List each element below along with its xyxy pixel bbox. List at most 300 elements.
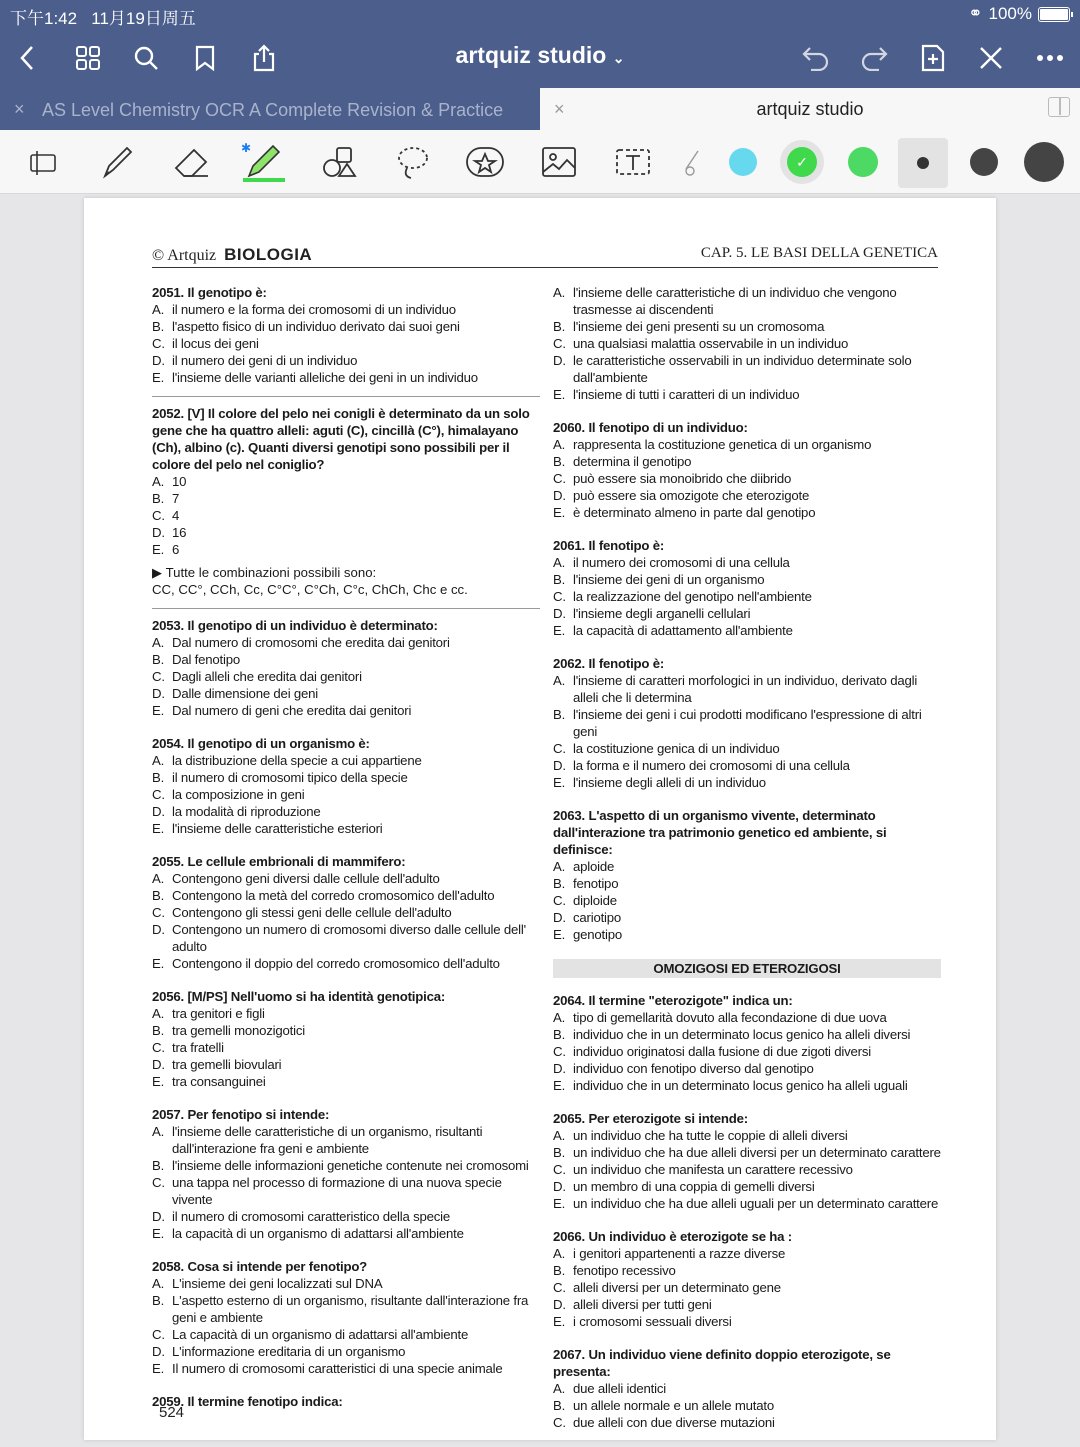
option-text: l'insieme dei geni i cui prodotti modificano l'espressione di altri geni <box>573 707 922 739</box>
answer-option <box>553 318 941 335</box>
nav-bar <box>0 28 1080 88</box>
answer-option <box>152 335 540 352</box>
option-letter: B. <box>553 1398 566 1413</box>
drawing-toolbar <box>0 130 1080 194</box>
question-block <box>553 1110 941 1212</box>
image-icon[interactable] <box>534 138 584 186</box>
option-letter: D. <box>553 1297 566 1312</box>
option-text: due alleli con due diverse mutazioni <box>573 1415 775 1430</box>
option-letter: D. <box>553 1061 566 1076</box>
answer-option <box>553 926 941 943</box>
split-view-icon[interactable] <box>1048 97 1070 117</box>
answer-option <box>152 803 540 820</box>
option-letter: C. <box>553 1415 566 1430</box>
option-letter: A. <box>553 1381 566 1396</box>
shapes-icon[interactable] <box>314 138 364 186</box>
option-text: Contengono un numero di cromosomi diverso dalle cellule dell' adulto <box>172 922 526 954</box>
pen-cross-icon[interactable] <box>971 38 1011 78</box>
answer-option <box>152 301 540 318</box>
option-text: può essere sia monoibrido che diibrido <box>573 471 792 486</box>
option-text: la capacità di un organismo di adattarsi all'ambiente <box>172 1226 464 1241</box>
question-block <box>553 284 941 403</box>
chevron-down-icon[interactable]: ⌄ <box>612 50 625 66</box>
header-right: CAP. 5. LE BASI DELLA GENETICA <box>700 245 938 261</box>
question-text: 2061. Il fenotipo è: <box>553 538 665 553</box>
option-letter: B. <box>553 454 566 469</box>
option-letter: A. <box>553 1246 566 1261</box>
answer-option <box>152 1123 540 1157</box>
section-heading: OMOZIGOSI ED ETEROZIGOSI <box>553 959 941 978</box>
option-text: un membro di una coppia di gemelli diversi <box>573 1179 815 1194</box>
answer-option <box>553 858 941 875</box>
question-text: 2053. Il genotipo di un individuo è determinato: <box>152 618 438 633</box>
answer-option <box>152 1174 540 1208</box>
answer-option <box>152 1157 540 1174</box>
answer-option <box>152 369 540 386</box>
answer-option <box>152 870 540 887</box>
size-selected[interactable] <box>898 138 948 188</box>
option-letter: D. <box>152 1209 165 1224</box>
answer-option <box>553 453 941 470</box>
answer-option <box>553 335 941 352</box>
option-letter: A. <box>553 1128 566 1143</box>
question-text: 2051. Il genotipo è: <box>152 285 267 300</box>
tab-bar <box>0 88 1080 130</box>
option-letter: A. <box>553 673 566 688</box>
option-letter: B. <box>553 1027 566 1042</box>
option-text: L'insieme dei geni localizzati sul DNA <box>172 1276 383 1291</box>
option-text: può essere sia omozigote che eterozigote <box>573 488 810 503</box>
option-text: tra fratelli <box>172 1040 224 1055</box>
answer-option <box>553 1397 941 1414</box>
pen-icon[interactable] <box>92 138 142 186</box>
check-icon: ✓ <box>787 147 817 177</box>
option-text: tra consanguinei <box>172 1074 266 1089</box>
option-letter: E. <box>152 370 165 385</box>
option-letter: E. <box>553 927 566 942</box>
answer-option <box>553 386 941 403</box>
answer-option <box>152 702 540 719</box>
answer-option <box>553 1060 941 1077</box>
option-letter: D. <box>152 686 165 701</box>
question-block <box>152 1258 540 1377</box>
option-text: il numero dei cromosomi di una cellula <box>573 555 790 570</box>
option-text: l'insieme degli arganelli cellulari <box>573 606 751 621</box>
option-letter: E. <box>152 1226 165 1241</box>
option-text: diploide <box>573 893 617 908</box>
option-text: un individuo che ha due alleli diversi per un determinato carattere <box>573 1145 941 1160</box>
option-text: tra gemelli biovulari <box>172 1057 282 1072</box>
option-letter: B. <box>553 1263 566 1278</box>
question-block <box>152 735 540 837</box>
separator-line <box>152 396 540 397</box>
option-text: 4 <box>172 508 180 523</box>
answer-option <box>152 541 540 558</box>
answer-option <box>553 1043 941 1060</box>
option-letter: A. <box>553 437 566 452</box>
option-text: la costituzione genica di un individuo <box>573 741 780 756</box>
option-letter: D. <box>553 758 566 773</box>
option-letter: A. <box>152 1006 165 1021</box>
option-letter: E. <box>553 1196 566 1211</box>
option-text: 7 <box>172 491 180 506</box>
option-letter: E. <box>152 1361 165 1376</box>
answer-option <box>553 352 941 386</box>
document-page[interactable] <box>84 198 996 1440</box>
eraser-icon[interactable] <box>166 138 216 186</box>
question-block <box>553 807 941 943</box>
page-flip-icon[interactable] <box>18 138 68 186</box>
question-text: 2054. Il genotipo di un organismo è: <box>152 736 370 751</box>
option-text: rappresenta la costituzione genetica di un organismo <box>573 437 872 452</box>
color-swatch-cyan[interactable] <box>729 148 757 176</box>
question-block <box>553 655 941 791</box>
option-letter: C. <box>152 1175 165 1190</box>
size-dot-medium[interactable] <box>970 148 998 176</box>
option-letter: B. <box>152 1293 165 1308</box>
option-letter: E. <box>152 956 165 971</box>
answer-option <box>553 487 941 504</box>
answer-option <box>152 921 540 955</box>
answer-option <box>553 1262 941 1279</box>
note-line: ▶ Tutte le combinazioni possibili sono: <box>152 565 377 580</box>
option-letter: B. <box>553 1145 566 1160</box>
option-text: individuo che in un determinato locus genico ha alleli uguali <box>573 1078 908 1093</box>
option-letter: C. <box>553 1162 566 1177</box>
option-text: la realizzazione del genotipo nell'ambiente <box>573 589 812 604</box>
option-letter: B. <box>553 572 566 587</box>
option-text: l'insieme delle informazioni genetiche contenute nei cromosomi <box>172 1158 529 1173</box>
option-letter: E. <box>553 623 566 638</box>
answer-option <box>553 1009 941 1026</box>
size-dot-small <box>917 157 929 169</box>
header-left: © Artquiz BIOLOGIA <box>152 245 313 264</box>
answer-option <box>553 875 941 892</box>
add-page-icon[interactable] <box>913 38 953 78</box>
option-text: individuo che in un determinato locus genico ha alleli diversi <box>573 1027 911 1042</box>
option-letter: B. <box>152 1158 165 1173</box>
option-letter: C. <box>152 508 165 523</box>
answer-option <box>553 774 941 791</box>
answer-option <box>152 1005 540 1022</box>
answer-option <box>553 554 941 571</box>
battery-percent: 100% <box>988 4 1032 23</box>
option-text: cariotipo <box>573 910 622 925</box>
option-letter: E. <box>152 542 165 557</box>
option-letter: C. <box>553 1044 566 1059</box>
answer-option <box>553 588 941 605</box>
option-text: le caratteristiche osservabili in un individuo determinate solo dall'ambiente <box>573 353 912 385</box>
option-text: 6 <box>172 542 180 557</box>
option-text: il locus dei geni <box>172 336 259 351</box>
size-dot-large[interactable] <box>1024 142 1064 182</box>
option-letter: D. <box>553 488 566 503</box>
option-text: Dal fenotipo <box>172 652 240 667</box>
answer-option <box>152 524 540 541</box>
option-letter: C. <box>553 336 566 351</box>
option-text: una tappa nel processo di formazione di una nuova specie vivente <box>172 1175 502 1207</box>
nav-title[interactable]: artquiz studio ⌄ <box>455 42 625 68</box>
answer-option <box>152 634 540 651</box>
option-letter: C. <box>553 1280 566 1295</box>
answer-option <box>152 668 540 685</box>
note-line: CC, CC°, CCh, Cc, C°C°, C°Ch, C°c, ChCh, Chc e cc. <box>152 582 468 597</box>
option-letter: C. <box>553 471 566 486</box>
close-icon[interactable]: × <box>14 99 25 119</box>
option-text: L'aspetto esterno di un organismo, risultante dall'interazione fra geni e ambiente <box>172 1293 529 1325</box>
separator-line <box>152 608 540 609</box>
option-letter: C. <box>152 1327 165 1342</box>
option-letter: D. <box>553 910 566 925</box>
option-letter: C. <box>152 669 165 684</box>
answer-option <box>553 740 941 757</box>
answer-option <box>553 909 941 926</box>
option-text: l'insieme delle caratteristiche di un individuo che vengono trasmesse ai discendenti <box>573 285 897 317</box>
question-block <box>553 1346 941 1431</box>
status-time: 下午1:42 11月19日周五 <box>10 9 196 28</box>
option-text: la capacità di adattamento all'ambiente <box>573 623 793 638</box>
tab-chemistry[interactable] <box>0 88 540 130</box>
option-text: La capacità di un organismo di adattarsi all'ambiente <box>172 1327 469 1342</box>
option-text: il numero di cromosomi caratteristico della specie <box>172 1209 451 1224</box>
option-text: tra gemelli monozigotici <box>172 1023 305 1038</box>
option-text: la composizione in geni <box>172 787 305 802</box>
answer-option <box>152 352 540 369</box>
option-letter: C. <box>152 1040 165 1055</box>
option-letter: B. <box>152 652 165 667</box>
answer-option <box>152 651 540 668</box>
question-text: 2066. Un individuo è eterozigote se ha : <box>553 1229 792 1244</box>
answer-option <box>553 1077 941 1094</box>
option-text: determina il genotipo <box>573 454 692 469</box>
question-text: 2062. Il fenotipo è: <box>553 656 665 671</box>
option-text: alleli diversi per un determinato gene <box>573 1280 781 1295</box>
answer-option <box>152 904 540 921</box>
question-block <box>553 537 941 639</box>
svg-text:✱: ✱ <box>241 141 252 155</box>
option-letter: A. <box>152 753 165 768</box>
option-letter: D. <box>553 353 566 368</box>
option-text: l'insieme dei geni presenti su un cromosoma <box>573 319 825 334</box>
option-letter: A. <box>553 555 566 570</box>
more-icon[interactable] <box>1030 38 1070 78</box>
option-letter: C. <box>553 741 566 756</box>
option-letter: D. <box>553 606 566 621</box>
answer-option <box>152 1039 540 1056</box>
answer-option <box>152 1022 540 1039</box>
answer-option <box>152 1360 540 1377</box>
answer-option <box>152 490 540 507</box>
option-letter: C. <box>553 893 566 908</box>
option-text: L'informazione ereditaria di un organismo <box>172 1344 406 1359</box>
question-block <box>553 419 941 521</box>
answer-option <box>152 1208 540 1225</box>
option-text: l'insieme degli alleli di un individuo <box>573 775 766 790</box>
right-column <box>553 284 941 1447</box>
answer-option <box>152 1225 540 1242</box>
option-letter: D. <box>152 804 165 819</box>
answer-option <box>553 672 941 706</box>
question-text: 2065. Per eterozigote si intende: <box>553 1111 748 1126</box>
option-text: un allele normale e un allele mutato <box>573 1398 774 1413</box>
answer-option <box>553 1144 941 1161</box>
option-letter: E. <box>152 703 165 718</box>
option-letter: E. <box>152 1074 165 1089</box>
option-text: l'insieme di tutti i caratteri di un individuo <box>573 387 800 402</box>
option-letter: A. <box>553 285 566 300</box>
question-block <box>152 617 540 719</box>
option-letter: D. <box>152 353 165 368</box>
option-text: fenotipo <box>573 876 619 891</box>
option-text: è determinato almeno in parte dal genotipo <box>573 505 816 520</box>
option-letter: A. <box>152 1124 165 1139</box>
option-text: una qualsiasi malattia osservabile in un individuo <box>573 336 849 351</box>
answer-option <box>553 1279 941 1296</box>
tab-artquiz[interactable] <box>540 88 1080 130</box>
option-text: tipo di gemellarità dovuto alla fecondazione di due uova <box>573 1010 887 1025</box>
highlighter-icon[interactable] <box>238 138 288 186</box>
redo-icon[interactable] <box>854 38 894 78</box>
question-block <box>553 992 941 1094</box>
tab-label: artquiz studio <box>756 99 864 119</box>
answer-option <box>553 1195 941 1212</box>
option-text: tra genitori e figli <box>172 1006 265 1021</box>
option-text: Dal numero di cromosomi che eredita dai genitori <box>172 635 450 650</box>
page-header <box>152 242 938 268</box>
answer-option <box>152 1056 540 1073</box>
option-text: la modalità di riproduzione <box>172 804 321 819</box>
option-text: fenotipo recessivo <box>573 1263 676 1278</box>
answer-option <box>152 1275 540 1292</box>
option-text: la forma e il numero dei cromosomi di una cellula <box>573 758 850 773</box>
answer-option <box>553 1296 941 1313</box>
answer-option <box>553 605 941 622</box>
answer-option <box>553 757 941 774</box>
lasso-icon[interactable] <box>388 138 438 186</box>
option-text: Il numero di cromosomi caratteristici di una specie animale <box>172 1361 503 1376</box>
option-text: 16 <box>172 525 187 540</box>
question-text: 2056. [M/PS] Nell'uomo si ha identità genotipica: <box>152 989 446 1004</box>
option-letter: E. <box>152 821 165 836</box>
answer-option <box>553 470 941 487</box>
question-text: 2052. [V] Il colore del pelo nei conigli è determinato da un solo gene che ha quattro alleli: aguti (C), cincillà (C°), himalayano (Ch), albino (c). Quanti diversi genotipi sono possibili per il colore del pelo nel coniglio? <box>152 406 530 472</box>
option-letter: B. <box>152 888 165 903</box>
answer-option <box>152 1326 540 1343</box>
answer-option <box>152 786 540 803</box>
option-letter: A. <box>152 1276 165 1291</box>
left-column <box>152 284 540 1426</box>
answer-option <box>152 473 540 490</box>
option-letter: B. <box>553 707 566 722</box>
option-text: Contengono gli stessi geni delle cellule dell'adulto <box>172 905 452 920</box>
question-text: 2055. Le cellule embrionali di mammifero: <box>152 854 406 869</box>
question-text: 2058. Cosa si intende per fenotipo? <box>152 1259 368 1274</box>
answer-option <box>152 752 540 769</box>
option-letter: B. <box>152 319 165 334</box>
option-letter: C. <box>152 336 165 351</box>
question-block <box>152 405 540 598</box>
option-text: l'insieme delle caratteristiche esteriori <box>172 821 383 836</box>
status-bar <box>0 0 1080 28</box>
undo-icon[interactable] <box>796 38 836 78</box>
answer-option <box>152 507 540 524</box>
option-letter: B. <box>152 1023 165 1038</box>
close-icon[interactable]: × <box>554 99 565 119</box>
question-text: 2064. Il termine "eterozigote" indica un: <box>553 993 793 1008</box>
color-swatch-green[interactable] <box>848 147 878 177</box>
option-text: il numero di cromosomi tipico della specie <box>172 770 408 785</box>
status-right <box>968 4 1070 24</box>
option-letter: B. <box>152 491 165 506</box>
question-block <box>152 853 540 972</box>
option-text: genotipo <box>573 927 622 942</box>
answer-option <box>152 887 540 904</box>
answer-option <box>553 1414 941 1431</box>
tab-label: AS Level Chemistry OCR A Complete Revision & Practice <box>42 100 504 120</box>
sticker-icon[interactable] <box>460 138 510 186</box>
option-letter: E. <box>553 387 566 402</box>
option-letter: D. <box>553 1179 566 1194</box>
color-swatch-selected[interactable] <box>780 140 824 184</box>
question-block <box>152 1393 540 1410</box>
laser-icon[interactable] <box>672 138 712 186</box>
page-number: 524 <box>159 1404 185 1421</box>
option-letter: E. <box>553 1078 566 1093</box>
option-text: individuo con fenotipo diverso dal genotipo <box>573 1061 814 1076</box>
option-text: Dalle dimensione dei geni <box>172 686 319 701</box>
option-text: i cromosomi sessuali diversi <box>573 1314 732 1329</box>
option-letter: D. <box>152 525 165 540</box>
question-text: 2059. Il termine fenotipo indica: <box>152 1394 343 1409</box>
answer-option <box>553 622 941 639</box>
question-text: 2057. Per fenotipo si intende: <box>152 1107 330 1122</box>
option-letter: A. <box>152 871 165 886</box>
option-text: individuo originatosi dalla fusione di due zigoti diversi <box>573 1044 871 1059</box>
option-text: i genitori appartenenti a razze diverse <box>573 1246 786 1261</box>
option-text: un individuo che ha due alleli uguali per un determinato carattere <box>573 1196 939 1211</box>
option-letter: C. <box>152 905 165 920</box>
option-letter: B. <box>152 770 165 785</box>
answer-option <box>152 769 540 786</box>
answer-option <box>553 1161 941 1178</box>
option-text: un individuo che ha tutte le coppie di alleli diversi <box>573 1128 848 1143</box>
answer-option <box>553 1178 941 1195</box>
option-text: Dagli alleli che eredita dai genitori <box>172 669 362 684</box>
answer-option <box>553 706 941 740</box>
question-text: 2063. L'aspetto di un organismo vivente, determinato dall'interazione tra patrimonio genetico ed ambiente, si definisce: <box>553 808 887 857</box>
option-letter: E. <box>553 775 566 790</box>
option-letter: D. <box>152 1057 165 1072</box>
option-letter: A. <box>553 1010 566 1025</box>
answer-option <box>553 284 941 318</box>
answer-option <box>553 892 941 909</box>
option-letter: D. <box>152 1344 165 1359</box>
option-text: Contengono geni diversi dalle cellule dell'adulto <box>172 871 440 886</box>
question-text: 2060. Il fenotipo di un individuo: <box>553 420 748 435</box>
answer-option <box>553 1313 941 1330</box>
option-text: l'insieme dei geni di un organismo <box>573 572 765 587</box>
answer-option <box>553 1026 941 1043</box>
answer-option <box>553 504 941 521</box>
option-letter: E. <box>553 1314 566 1329</box>
battery-icon <box>1038 7 1070 22</box>
text-icon[interactable] <box>608 138 658 186</box>
option-letter: A. <box>152 302 165 317</box>
option-text: il numero dei geni di un individuo <box>172 353 358 368</box>
question-block <box>152 988 540 1090</box>
answer-option <box>553 571 941 588</box>
option-letter: A. <box>152 635 165 650</box>
